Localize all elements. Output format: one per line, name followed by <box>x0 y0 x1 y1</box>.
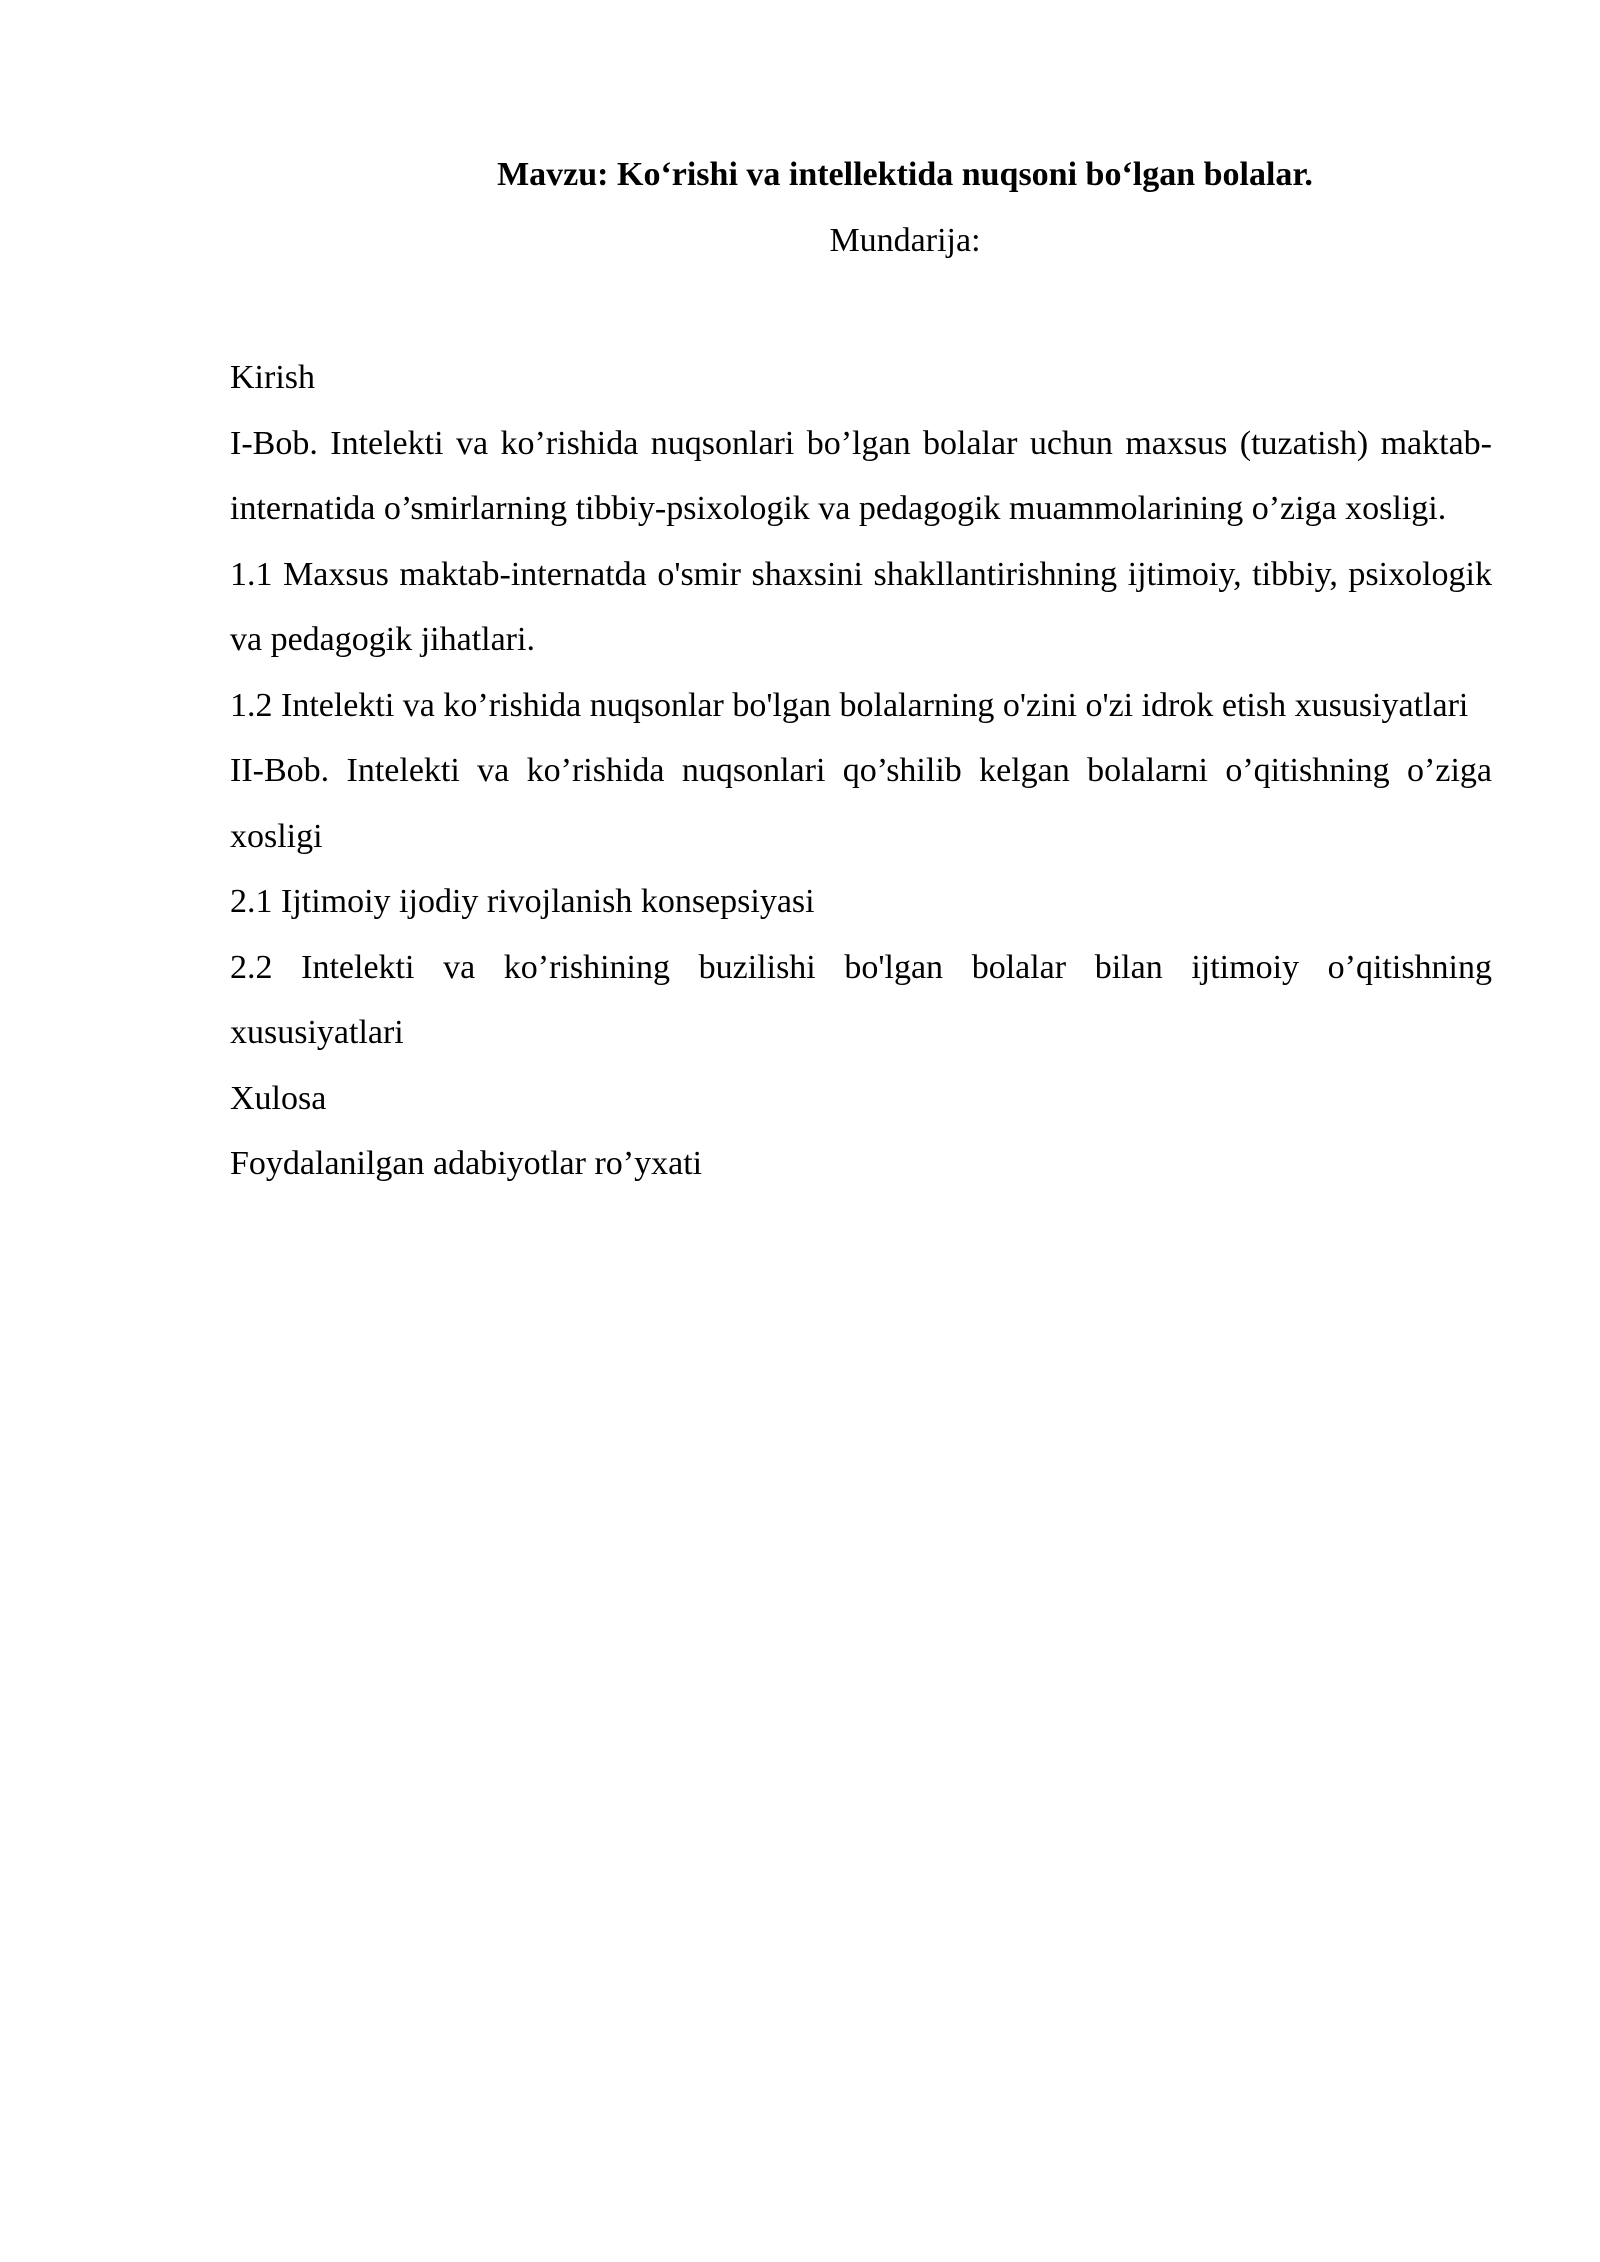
toc-item-introduction: Kirish <box>230 359 315 396</box>
toc-item-conclusion: Xulosa <box>230 1079 327 1117</box>
document-title: Mavzu: Ko‘rishi va intellektida nuqsoni bo‘lgan bolalar. <box>497 156 1313 193</box>
toc-item-references: Foydalanilgan adabiyotlar ro’yxati <box>230 1145 703 1182</box>
toc-item-section-1-2: 1.2 Intelekti va ko’rishida nuqsonlar bo'lgan bolalarning o'zini o'zi idrok etish xususiyatlari <box>230 686 1469 724</box>
table-of-contents <box>230 345 1492 1197</box>
toc-item-section-1-1: 1.1 Maxsus maktab-internatda o'smir shaxsini shakllantirishning ijtimoiy, tibbiy, psixologik va pedagogik jihatlari. <box>230 555 1492 658</box>
toc-item-chapter-2: II-Bob. Intelekti va ko’rishida nuqsonlari qo’shilib kelgan bolalarni o’qitishning o’ziga xosligi <box>230 752 1492 855</box>
toc-item-section-2-2: 2.2 Intelekti va ko’rishining buzilishi bo'lgan bolalar bilan ijtimoiy o’qitishning xususiyatlari <box>230 948 1492 1051</box>
contents-heading: Mundarija: <box>829 222 981 259</box>
toc-item-chapter-1: I-Bob. Intelekti va ko’rishida nuqsonlari bo’lgan bolalar uchun maxsus (tuzatish) maktab-internatida o’smirlarning tibbiy-psixologik va pedagogik muammolarining o’ziga xosligi. <box>230 424 1492 527</box>
toc-item-section-2-1: 2.1 Ijtimoiy ijodiy rivojlanish konsepsiyasi <box>230 883 815 920</box>
